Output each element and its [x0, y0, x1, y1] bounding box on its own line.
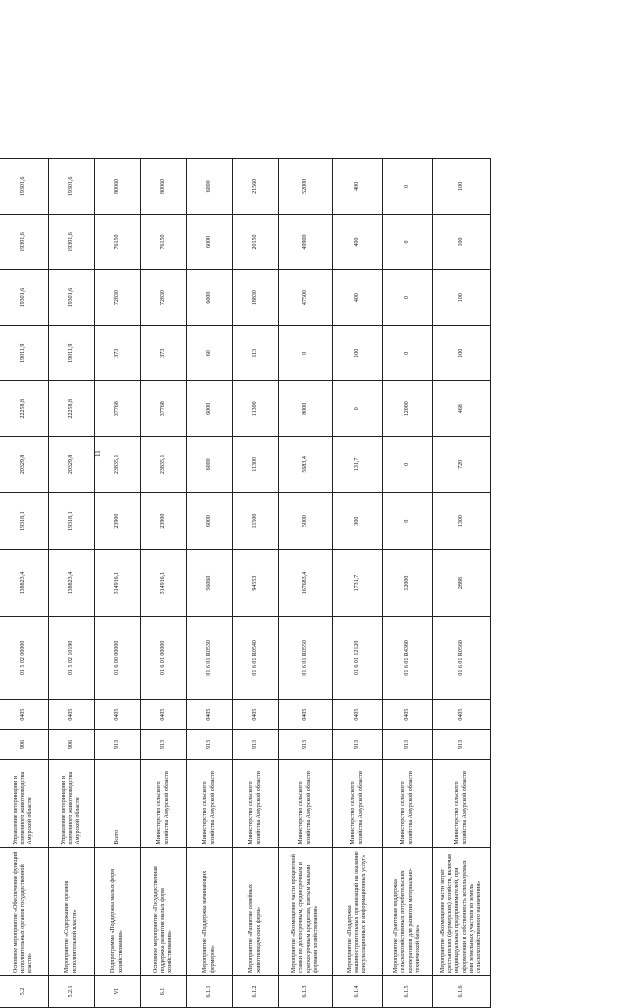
value-cell-c8: 6000 [187, 492, 233, 550]
row-number-cell: 6.1.2 [233, 975, 279, 1007]
value-cell-c7: 167683,4 [279, 550, 333, 616]
table-row [279, 159, 333, 1008]
value-cell-c11: 19011,9 [0, 325, 49, 381]
value-cell-c11: 100 [333, 325, 383, 381]
value-cell-c9: 20329,8 [0, 437, 49, 493]
value-cell-c14: 400 [333, 159, 383, 215]
value-cell-c14: 19301,6 [0, 159, 49, 215]
value-cell-c5: 0405 [279, 700, 333, 730]
value-cell-c4: 906 [0, 730, 49, 760]
value-cell-c13: 400 [333, 214, 383, 270]
rotated-page [0, 158, 480, 1008]
value-cell-c5: 0405 [0, 700, 49, 730]
activity-name-cell: Мероприятие «Содержание органов исполнительной власти» [49, 847, 95, 975]
value-cell-c14: 100 [433, 159, 491, 215]
value-cell-c13: 100 [433, 214, 491, 270]
value-cell-c6: 01 6 01 R0560 [433, 616, 491, 699]
value-cell-c9: 0 [383, 437, 433, 493]
value-cell-c13: 6000 [187, 214, 233, 270]
value-cell-c4: 906 [49, 730, 95, 760]
value-cell-c10: 468 [433, 381, 491, 437]
value-cell-c12: 18830 [233, 270, 279, 326]
activity-name-cell: Мероприятие «Возмещение части затрат крестьянских (фермерских) хозяйств, включая индивидуальных предпринимателей, при оформлении в собственность используемых ими земельных участков из земель сельскохозяйственного назначения» [433, 847, 491, 975]
row-number-cell: VI [95, 975, 141, 1007]
value-cell-c13: 19301,6 [49, 214, 95, 270]
value-cell-c9: 11300 [233, 437, 279, 493]
executor-cell: Министерство сельского хозяйства Амурской области [187, 759, 233, 847]
value-cell-c6: 01 6 01 R0530 [187, 616, 233, 699]
activity-name-cell: Мероприятие «Развитие семейных животноводческих ферм» [233, 847, 279, 975]
value-cell-c10: 22258,8 [49, 381, 95, 437]
value-cell-c9: 20329,8 [49, 437, 95, 493]
value-cell-c14: 19301,6 [49, 159, 95, 215]
value-cell-c4: 913 [333, 730, 383, 760]
value-cell-c7: 12000 [383, 550, 433, 616]
value-cell-c11: 100 [433, 325, 491, 381]
value-cell-c5: 0405 [141, 700, 187, 730]
value-cell-c6: 01 6 01 R4380 [383, 616, 433, 699]
value-cell-c12: 19301,6 [0, 270, 49, 326]
value-cell-c7: 2888 [433, 550, 491, 616]
executor-cell: Всего [95, 759, 141, 847]
table-row [433, 159, 491, 1008]
value-cell-c4: 913 [233, 730, 279, 760]
value-cell-c4: 913 [141, 730, 187, 760]
value-cell-c8: 19318,1 [0, 492, 49, 550]
value-cell-c7: 1731,7 [333, 550, 383, 616]
executor-cell: Министерство сельского хозяйства Амурской области [141, 759, 187, 847]
value-cell-c13: 0 [383, 214, 433, 270]
value-cell-c14: 52000 [279, 159, 333, 215]
value-cell-c12: 19301,6 [49, 270, 95, 326]
value-cell-c6: 01 6 01 R0540 [233, 616, 279, 699]
value-cell-c9: 720 [433, 437, 491, 493]
value-cell-c11: 0 [279, 325, 333, 381]
value-cell-c6: 01 6 01 00000 [141, 616, 187, 699]
table-row [383, 159, 433, 1008]
value-cell-c10: 0 [333, 381, 383, 437]
value-cell-c8: 300 [333, 492, 383, 550]
value-cell-c12: 6000 [187, 270, 233, 326]
row-number-cell: 5.2.1 [49, 975, 95, 1007]
value-cell-c7: 314916,1 [141, 550, 187, 616]
table-row [49, 159, 95, 1008]
value-cell-c12: 400 [333, 270, 383, 326]
value-cell-c5: 0405 [383, 700, 433, 730]
value-cell-c11: 373 [95, 325, 141, 381]
value-cell-c9: 23835,1 [95, 437, 141, 493]
value-cell-c5: 0405 [433, 700, 491, 730]
page-number: 11 [94, 450, 102, 457]
value-cell-c5: 0405 [333, 700, 383, 730]
value-cell-c8: 19318,1 [49, 492, 95, 550]
activity-name-cell: Мероприятие «Грантовая поддержка сельскохозяйственных потребительских кооперативов для развития материально-технической базы» [383, 847, 433, 975]
value-cell-c11: 60 [187, 325, 233, 381]
value-cell-c7: 138823,4 [49, 550, 95, 616]
value-cell-c6: 01 5 02 10190 [49, 616, 95, 699]
activity-name-cell: Мероприятие «Возмещение части процентной ставки по долгосрочным, среднесрочным и краткосрочным кредитам, взятым малыми формами хозяйствования» [279, 847, 333, 975]
value-cell-c8: 23900 [95, 492, 141, 550]
value-cell-c6: 01 6 00 00000 [95, 616, 141, 699]
value-cell-c11: 373 [141, 325, 187, 381]
value-cell-c12: 0 [383, 270, 433, 326]
value-cell-c12: 100 [433, 270, 491, 326]
value-cell-c5: 0405 [187, 700, 233, 730]
row-number-cell: 6.1 [141, 975, 187, 1007]
value-cell-c10: 37768 [141, 381, 187, 437]
value-cell-c6: 01 5 02 00000 [0, 616, 49, 699]
value-cell-c10: 8000 [279, 381, 333, 437]
value-cell-c13: 20150 [233, 214, 279, 270]
value-cell-c10: 6000 [187, 381, 233, 437]
budget-table [0, 158, 491, 1008]
table-row [233, 159, 279, 1008]
value-cell-c12: 72830 [95, 270, 141, 326]
value-cell-c7: 94553 [233, 550, 279, 616]
value-cell-c10: 37768 [95, 381, 141, 437]
value-cell-c13: 76150 [95, 214, 141, 270]
row-number-cell: 6.1.5 [383, 975, 433, 1007]
value-cell-c4: 913 [383, 730, 433, 760]
value-cell-c13: 19301,6 [0, 214, 49, 270]
row-number-cell: 6.1.3 [279, 975, 333, 1007]
value-cell-c14: 80060 [141, 159, 187, 215]
executor-cell: Министерство сельского хозяйства Амурской области [233, 759, 279, 847]
value-cell-c7: 56060 [187, 550, 233, 616]
value-cell-c14: 21560 [233, 159, 279, 215]
value-cell-c10: 11300 [233, 381, 279, 437]
value-cell-c13: 76150 [141, 214, 187, 270]
value-cell-c8: 5000 [279, 492, 333, 550]
executor-cell: Министерство сельского хозяйства Амурской области [279, 759, 333, 847]
value-cell-c4: 913 [187, 730, 233, 760]
table-row [95, 159, 141, 1008]
value-cell-c11: 0 [383, 325, 433, 381]
value-cell-c8: 0 [383, 492, 433, 550]
value-cell-c12: 47500 [279, 270, 333, 326]
value-cell-c14: 80060 [95, 159, 141, 215]
activity-name-cell: Мероприятие «Поддержка машиностроительных организаций на оказание консультационных и информационных услуг» [333, 847, 383, 975]
value-cell-c4: 913 [95, 730, 141, 760]
value-cell-c13: 49900 [279, 214, 333, 270]
row-number-cell: 6.1.6 [433, 975, 491, 1007]
value-cell-c7: 138823,4 [0, 550, 49, 616]
value-cell-c5: 0405 [233, 700, 279, 730]
table-row [141, 159, 187, 1008]
row-number-cell: 6.1.1 [187, 975, 233, 1007]
executor-cell: Управление ветеринарии и племенного животноводства Амурской области [0, 759, 49, 847]
value-cell-c10: 12000 [383, 381, 433, 437]
value-cell-c8: 23900 [141, 492, 187, 550]
executor-cell: Министерство сельского хозяйства Амурской области [383, 759, 433, 847]
executor-cell: Министерство сельского хозяйства Амурской области [433, 759, 491, 847]
value-cell-c12: 72830 [141, 270, 187, 326]
value-cell-c8: 11500 [233, 492, 279, 550]
value-cell-c5: 0405 [95, 700, 141, 730]
value-cell-c14: 6000 [187, 159, 233, 215]
row-number-cell: 6.1.4 [333, 975, 383, 1007]
value-cell-c9: 5683,4 [279, 437, 333, 493]
table-row [333, 159, 383, 1008]
activity-name-cell: Основное мероприятие «Обеспечение функций исполнительных органов государственной власти» [0, 847, 49, 975]
activity-name-cell: Мероприятие «Поддержка начинающих фермеров» [187, 847, 233, 975]
executor-cell: Министерство сельского хозяйства Амурской области [333, 759, 383, 847]
value-cell-c11: 113 [233, 325, 279, 381]
executor-cell: Управление ветеринарии и племенного животноводства Амурской области [49, 759, 95, 847]
value-cell-c7: 314916,1 [95, 550, 141, 616]
value-cell-c4: 913 [279, 730, 333, 760]
value-cell-c9: 6000 [187, 437, 233, 493]
value-cell-c5: 0405 [49, 700, 95, 730]
row-number-cell: 5.2 [0, 975, 49, 1007]
value-cell-c10: 22258,8 [0, 381, 49, 437]
table-row [0, 159, 49, 1008]
value-cell-c9: 131,7 [333, 437, 383, 493]
table-row [187, 159, 233, 1008]
value-cell-c4: 913 [433, 730, 491, 760]
value-cell-c9: 23835,1 [141, 437, 187, 493]
value-cell-c8: 1300 [433, 492, 491, 550]
activity-name-cell: Основное мероприятие «Государственная поддержка развития малых форм хозяйствования» [141, 847, 187, 975]
value-cell-c11: 19011,9 [49, 325, 95, 381]
value-cell-c14: 0 [383, 159, 433, 215]
value-cell-c6: 01 6 01 R0550 [279, 616, 333, 699]
activity-name-cell: Подпрограмма «Поддержка малых форм хозяйствования» [95, 847, 141, 975]
value-cell-c6: 01 6 01 12120 [333, 616, 383, 699]
